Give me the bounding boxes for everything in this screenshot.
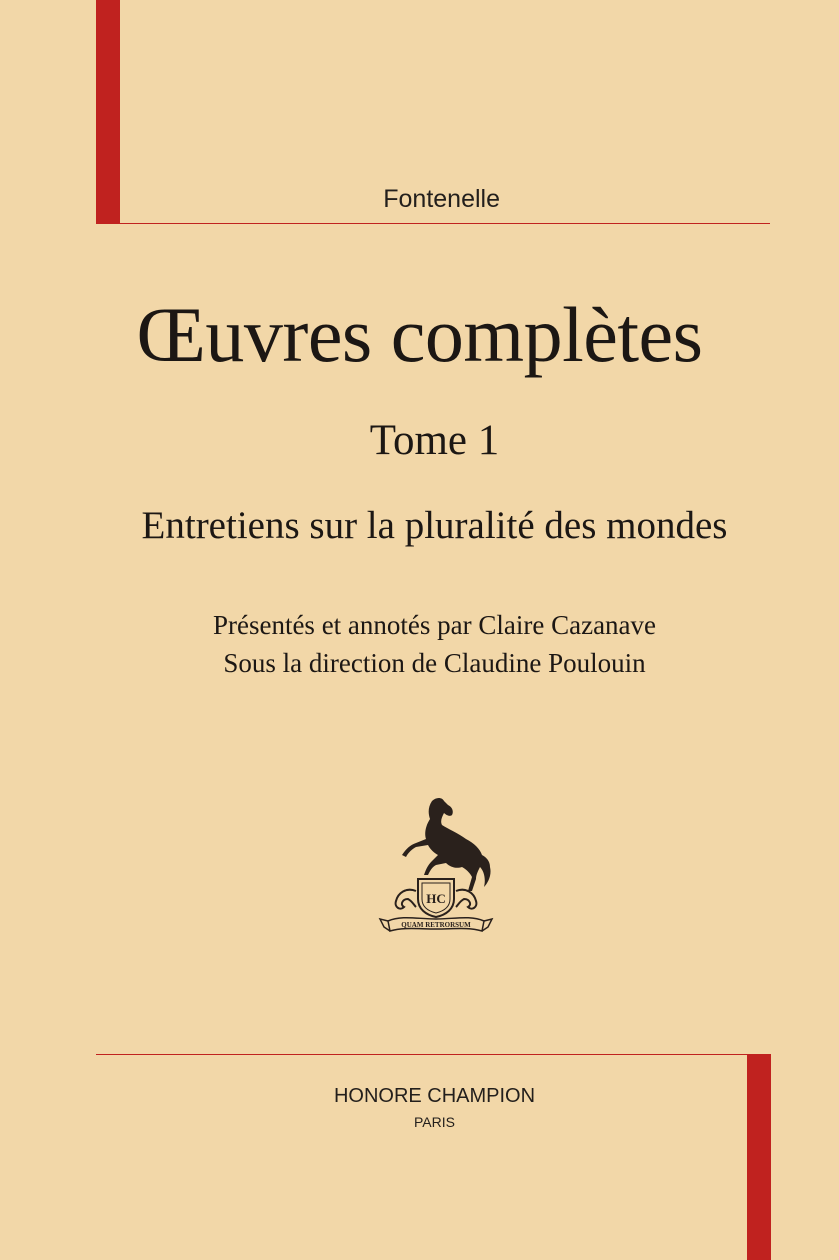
emblem-monogram: HC xyxy=(426,891,446,906)
book-title: Œuvres complètes xyxy=(136,291,703,378)
emblem-motto: QUAM RETRORSUM xyxy=(401,921,471,929)
author-name: Fontenelle xyxy=(383,185,500,213)
book-subtitle: Entretiens sur la pluralité des mondes xyxy=(141,504,728,547)
rearing-horse-emblem-icon xyxy=(372,795,500,940)
top-left-red-bar xyxy=(96,0,120,224)
volume-label: Tome 1 xyxy=(369,417,500,464)
top-red-rule xyxy=(96,223,770,224)
director-credit: Sous la direction de Claudine Poulouin xyxy=(223,648,646,678)
publisher-name: HONORE CHAMPION xyxy=(333,1085,536,1107)
editor-credit: Présentés et annotés par Claire Cazanave xyxy=(212,610,657,640)
publisher-city: PARIS xyxy=(414,1114,455,1130)
bottom-red-rule xyxy=(96,1054,771,1055)
